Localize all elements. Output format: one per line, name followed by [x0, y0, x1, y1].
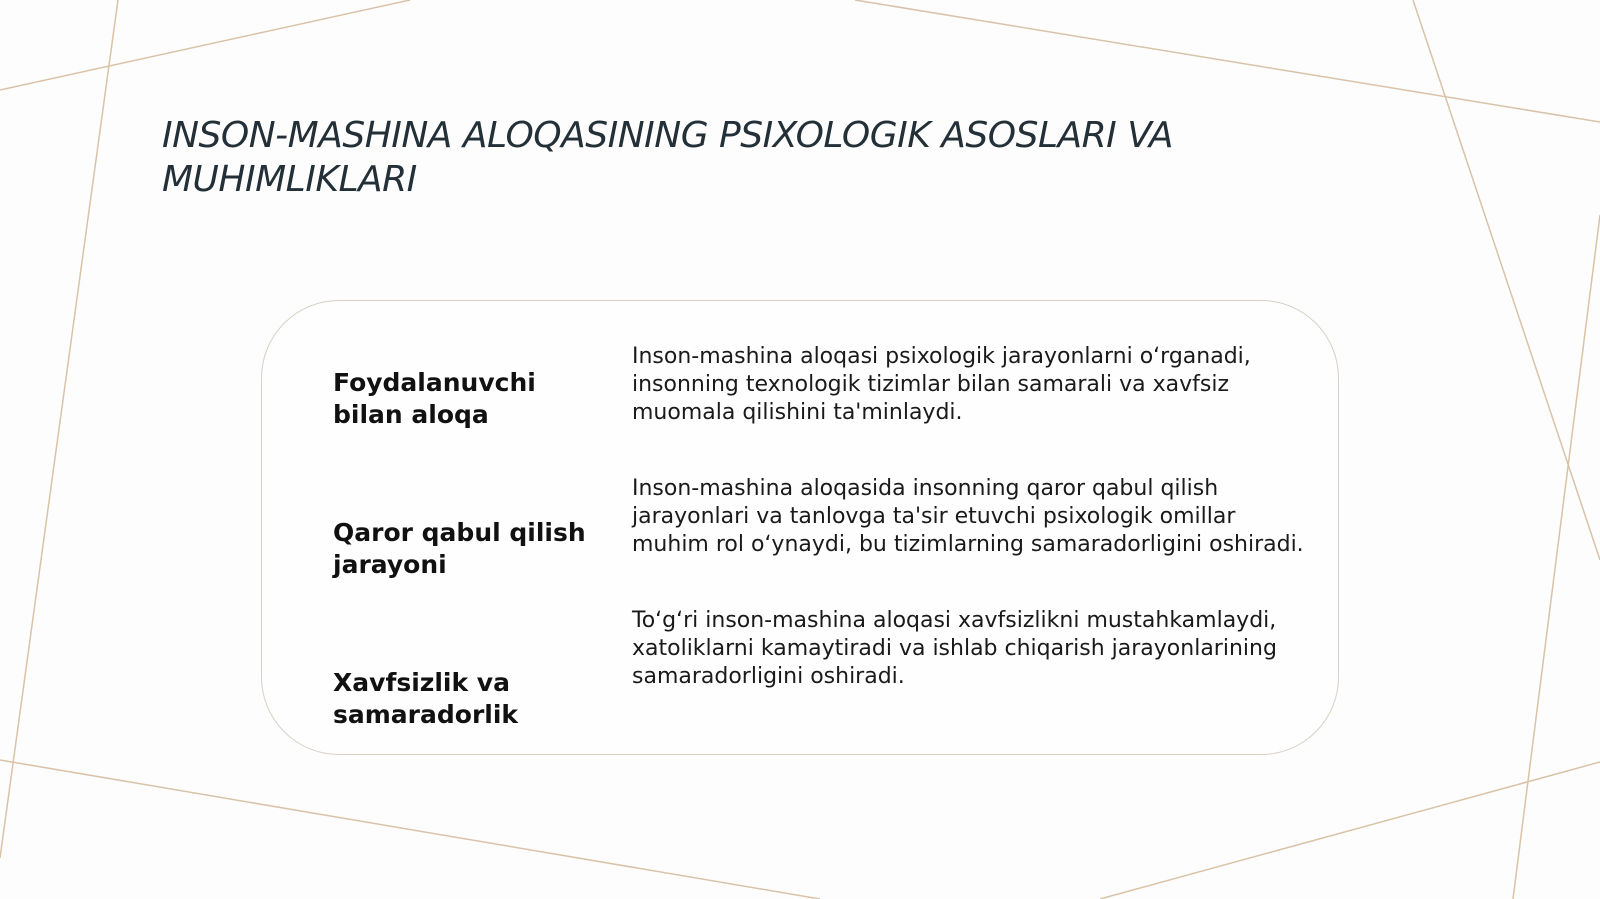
bg-line: [855, 0, 1600, 122]
bg-line: [0, 0, 118, 858]
item-description: Toʻgʻri inson-mashina aloqasi xavfsizlikni mustahkamlaydi, xatoliklarni kamaytiradi va ishlab chiqarish jarayonlarining samaradorligini oshiradi.: [632, 608, 1277, 689]
slide-title: INSON-MASHINA ALOQASINING PSIXOLOGIK ASOSLARI VA MUHIMLIKLARI: [162, 115, 1174, 200]
content-card: [261, 300, 1339, 755]
bg-line: [1100, 762, 1600, 899]
bg-line: [0, 760, 820, 899]
item-description: Inson-mashina aloqasi psixologik jarayonlarni oʻrganadi, insonning texnologik tizimlar bilan samarali va xavfsiz muomala qilishini ta'minlaydi.: [632, 344, 1251, 425]
bg-line: [1413, 0, 1600, 560]
bg-line: [0, 0, 410, 90]
item-label: Xavfsizlik va samaradorlik: [333, 668, 519, 729]
item-label: Foydalanuvchi bilan aloqa: [333, 368, 536, 429]
bg-line: [1513, 215, 1600, 899]
item-description: Inson-mashina aloqasida insonning qaror qabul qilish jarayonlari va tanlovga ta'sir etuvchi psixologik omillar muhim rol oʻynaydi, bu tizimlarning samaradorligini oshiradi.: [632, 476, 1304, 557]
item-label: Qaror qabul qilish jarayoni: [333, 518, 586, 579]
